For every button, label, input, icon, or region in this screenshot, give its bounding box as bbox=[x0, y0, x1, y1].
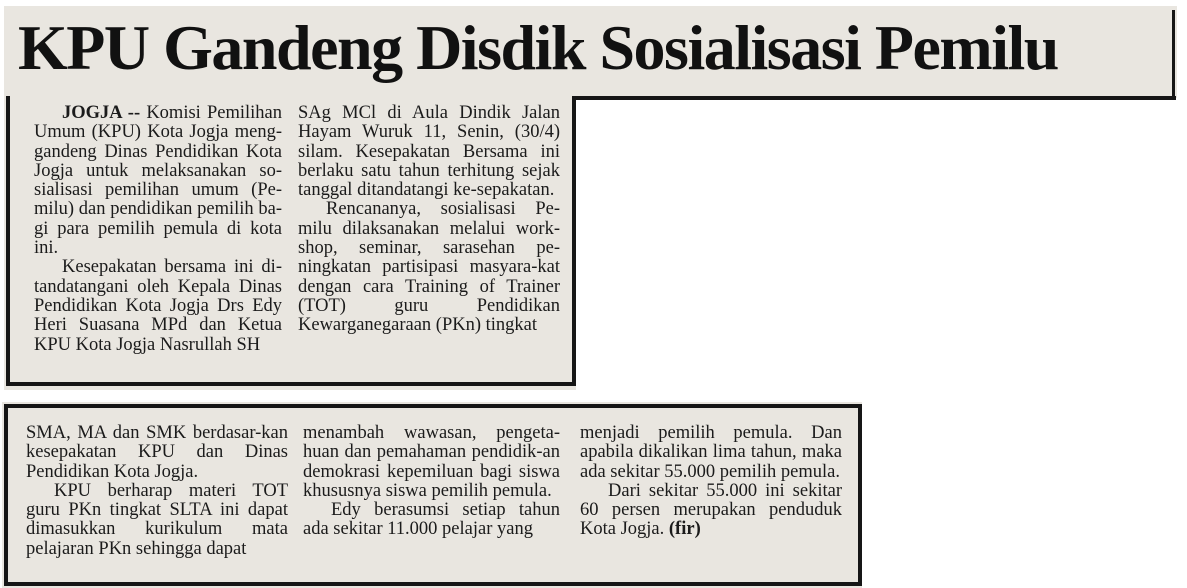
paragraph: Rencananya, sosialisasi Pe-milu dilaksanakan melalui work-shop, seminar, sarasehan pe-ningkatan partisipasi masyara-kat dengan cara Training of Trainer (TOT) guru Pendidikan Kewarganegaraan (PKn) tingkat bbox=[298, 199, 560, 336]
paragraph bbox=[580, 482, 842, 540]
paragraph: menambah wawasan, pengeta-huan dan pemahaman pendidik-an demokrasi kepemiluan bagi siswa khususnya siswa pemilih pemula. bbox=[303, 423, 560, 501]
article-column-2 bbox=[298, 104, 560, 336]
paragraph: KPU berharap materi TOT guru PKn tingkat SLTA ini dapat dimasukkan kurikulum mata pelajaran PKn sehingga dapat bbox=[26, 480, 288, 559]
paragraph: Kesepakatan bersama ini di-tandatangani oleh Kepala Dinas Pendidikan Kota Jogja Drs Edy Heri Suasana MPd dan Ketua KPU Kota Jogja Nasrullah SH bbox=[34, 257, 282, 355]
paragraph bbox=[34, 104, 282, 258]
dateline: JOGJA -- bbox=[62, 103, 141, 123]
article-column-5 bbox=[580, 424, 842, 540]
paragraph: SMA, MA dan SMK berdasar-kan kesepakatan KPU dan Dinas Pendidikan Kota Jogja. bbox=[26, 423, 288, 482]
paragraph: menjadi pemilih pemula. Dan apabila dikalikan lima tahun, maka ada sekitar 55.000 pemilih pemula. bbox=[580, 423, 842, 482]
byline: (fir) bbox=[668, 519, 701, 540]
paragraph: Edy berasumsi setiap tahun ada sekitar 11.000 pelajar yang bbox=[303, 500, 560, 540]
paragraph: SAg MCl di Aula Dindik Jalan Hayam Wuruk 11, Senin, (30/4) silam. Kesepakatan Bersama ini berlaku satu tahun terhitung sejak tanggal ditandatangi ke-sepakatan. bbox=[298, 103, 560, 201]
frame-right-edge bbox=[1172, 10, 1175, 100]
article-column-3 bbox=[26, 424, 288, 559]
paragraph-text: Dari sekitar 55.000 ini sekitar 60 persen merupakan penduduk Kota Jogja. bbox=[580, 480, 842, 540]
article-column-1 bbox=[34, 104, 282, 355]
headline: KPU Gandeng Disdik Sosialisasi Pemilu bbox=[18, 12, 1058, 83]
article-column-4 bbox=[303, 424, 560, 540]
paragraph-text: Komisi Pemilihan Umum (KPU) Kota Jogja meng-gandeng Dinas Pendidikan Kota Jogja untuk melaksanakan so-sialisasi pemilihan umum (Pe-milu) dan pendidikan pemilih ba-gi para pemilih pemula di kota ini. bbox=[34, 103, 282, 259]
frame-top-right-rule bbox=[572, 96, 1176, 100]
